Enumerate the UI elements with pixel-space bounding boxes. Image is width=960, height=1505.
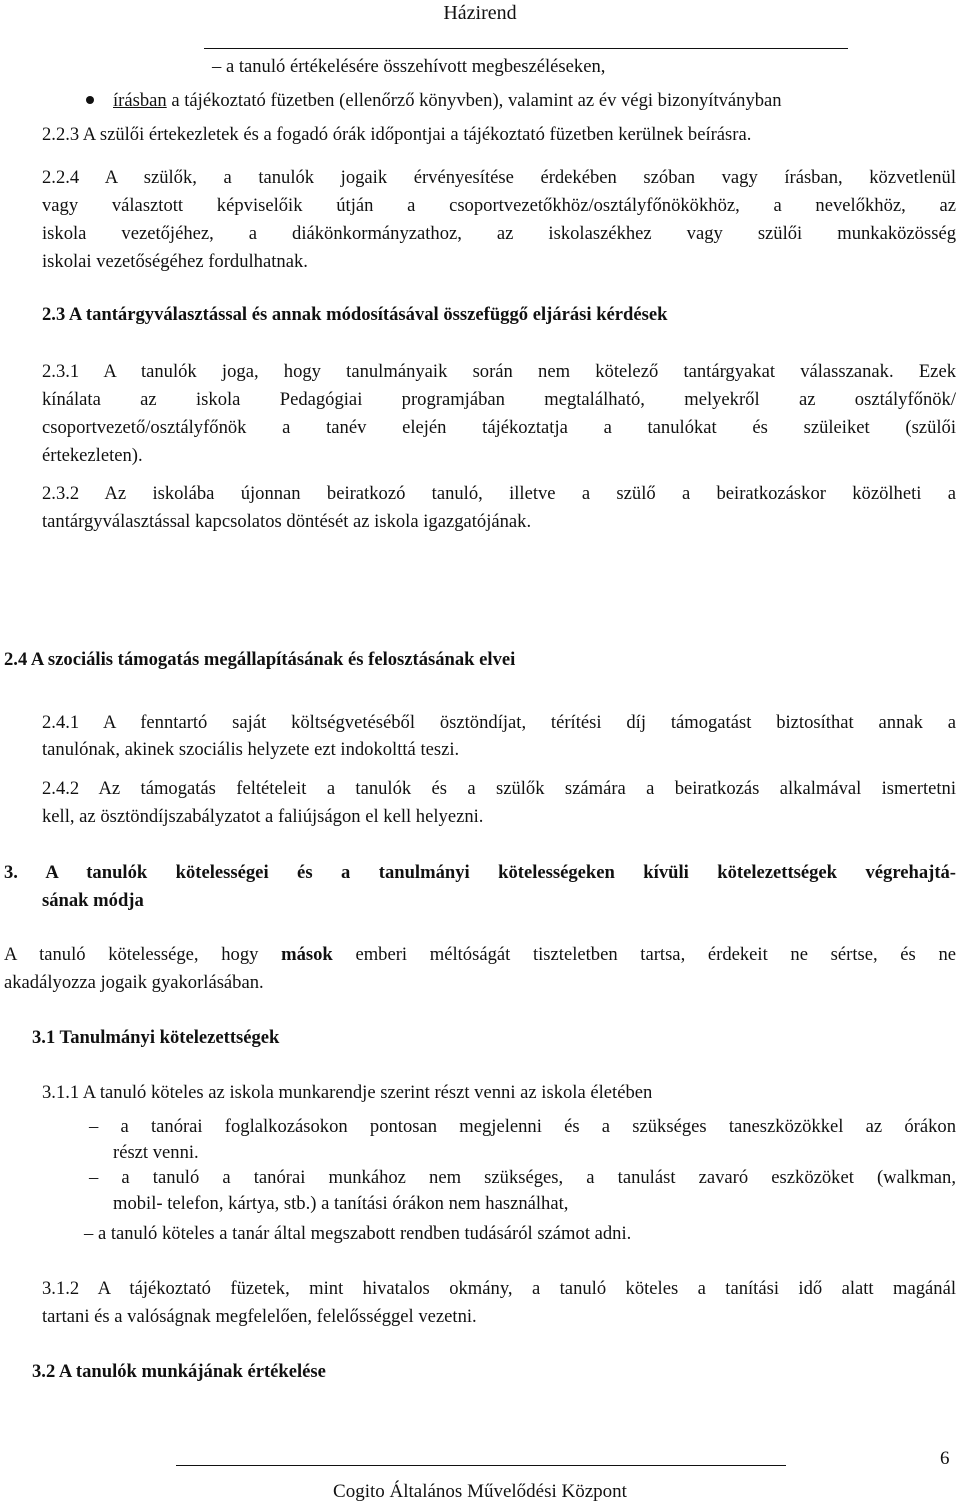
paragraph-2-4-2-line: kell, az ösztöndíjszabályzatot a faliújságon el kell helyezni. — [42, 806, 484, 827]
paragraph-3-1-2-line: 3.1.2 A tájékoztató füzetek, mint hivatalos okmány, a tanuló köteles a tanítási idő alatt magánál — [42, 1278, 956, 1299]
text-run: emberi méltóságát tiszteletben tartsa, érdekeit ne sértse, és ne — [332, 944, 957, 965]
footer-rule — [176, 1465, 786, 1466]
section-heading-3-1: 3.1 Tanulmányi kötelezettségek — [32, 1027, 280, 1048]
paragraph-2-3-1-line: 2.3.1 A tanulók joga, hogy tanulmányaik során nem kötelező tantárgyakat válasszanak. Ezek — [42, 361, 956, 382]
paragraph-2-3-1-line: csoportvezető/osztályfőnök a tanév elején tájékoztatja a tanulókat és szüleiket (szülői — [42, 417, 956, 438]
paragraph-2-3-1-line: kínálata az iskola Pedagógiai programjában megtalálható, melyekről az osztályfőnök/ — [42, 389, 956, 410]
text-run: A tanuló kötelessége, hogy — [4, 944, 282, 965]
paragraph-2-2-4-line: 2.2.4 A szülők, a tanulók jogaik érvényesítése érdekében szóban vagy írásban, közvetlenül — [42, 167, 956, 188]
paragraph-3-line: akadályozza jogaik gyakorlásában. — [4, 972, 264, 993]
bold-word: mások — [281, 944, 333, 965]
section-heading-3-2: 3.2 A tanulók munkájának értékelése — [32, 1361, 326, 1382]
section-heading-2-3: 2.3 A tantárgyválasztással és annak módosításával összefüggő eljárási kérdések — [42, 304, 668, 325]
bullet-icon — [86, 96, 94, 104]
paragraph-2-4-1-line: tanulónak, akinek szociális helyzete ezt indokolttá teszi. — [42, 739, 460, 760]
underlined-word: írásban — [113, 90, 167, 111]
list-item-line: – a tanuló a tanórai munkához nem szükséges, a tanulást zavaró eszközöket (walkman, — [89, 1167, 956, 1188]
paragraph-2-3-2-line: 2.3.2 Az iskolába újonnan beiratkozó tanuló, illetve a szülő a beiratkozáskor közölheti a — [42, 483, 956, 504]
bullet-item-written — [113, 88, 782, 114]
dash-item-evaluation-meetings: – a tanuló értékelésére összehívott megbeszéléseken, — [212, 56, 606, 77]
page-header-title: Házirend — [443, 2, 517, 24]
list-item-line: – a tanuló köteles a tanár által megszabott rendben tudásáról számot adni. — [84, 1223, 632, 1244]
paragraph-2-3-2-line: tantárgyválasztással kapcsolatos döntését az iskola igazgatójának. — [42, 511, 532, 532]
chapter-heading-3-line: sának módja — [42, 890, 144, 911]
paragraph-3-1-1-intro: 3.1.1 A tanuló köteles az iskola munkarendje szerint részt venni az iskola életében — [42, 1082, 653, 1103]
paragraph-2-3-1-line: értekezleten). — [42, 445, 143, 466]
paragraph-2-4-2-line: 2.4.2 Az támogatás feltételeit a tanulók és a szülők számára a beiratkozás alkalmával ismertetni — [42, 778, 956, 799]
page-number: 6 — [940, 1448, 950, 1469]
paragraph-3-line — [4, 942, 956, 968]
list-item-line: mobil- telefon, kártya, stb.) a tanítási órákon nem használhat, — [113, 1193, 569, 1214]
list-item-line: részt venni. — [113, 1142, 199, 1163]
list-item-line: – a tanórai foglalkozásokon pontosan megjelenni és a szükséges taneszközökkel az órákon — [89, 1116, 956, 1137]
paragraph-2-2-4-line: iskola vezetőjéhez, a diákönkormányzathoz, az iskolaszékhez vagy szülői munkaközösség — [42, 223, 956, 244]
header-rule — [204, 48, 848, 49]
footer-organization: Cogito Általános Művelődési Központ — [333, 1481, 627, 1502]
paragraph-2-2-4-line: vagy választott képviselőik útján a csoportvezetőkhöz/osztályfőnökökhöz, a nevelőkhöz, az — [42, 195, 956, 216]
paragraph-2-2-4-line: iskolai vezetőségéhez fordulhatnak. — [42, 251, 308, 272]
section-heading-2-4: 2.4 A szociális támogatás megállapításának és felosztásának elvei — [4, 649, 516, 670]
paragraph-2-4-1-line: 2.4.1 A fenntartó saját költségvetéséből ösztöndíjat, térítési díj támogatást biztosíthat annak a — [42, 712, 956, 733]
paragraph-2-2-3: 2.2.3 A szülői értekezletek és a fogadó órák időpontjai a tájékoztató füzetben kerülnek beírásra. — [42, 124, 752, 145]
paragraph-3-1-2-line: tartani és a valóságnak megfelelően, felelősséggel vezetni. — [42, 1306, 477, 1327]
chapter-heading-3-line: 3. A tanulók kötelességei és a tanulmányi kötelességeken kívüli kötelezettségek végrehajtá- — [4, 862, 956, 883]
bullet-item-rest: a tájékoztató füzetben (ellenőrző könyvben), valamint az év végi bizonyítványban — [166, 90, 782, 111]
